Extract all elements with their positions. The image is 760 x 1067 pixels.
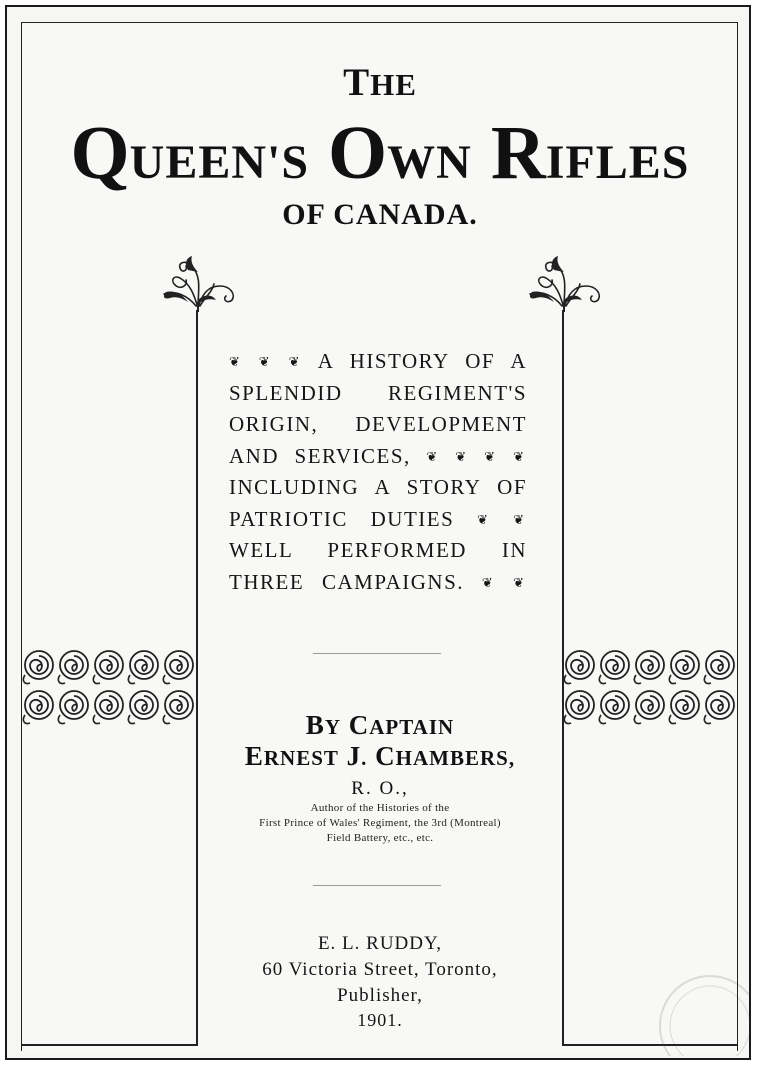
history-line: SPLENDID REGIMENT'S: [229, 380, 527, 405]
author-name-small-caps: .: [361, 746, 368, 770]
publication-year: 1901.: [357, 1010, 403, 1030]
author-name-initial: C: [375, 741, 396, 771]
history-line: PATRIOTIC DUTIES ❦ ❦: [229, 506, 527, 531]
history-line: AND SERVICES, ❦ ❦ ❦ ❦: [229, 443, 527, 468]
divider-rule: [313, 653, 441, 654]
author-by-line-initial: B: [305, 710, 325, 740]
book-title-small-caps: IFLES: [545, 136, 690, 189]
title-line-1-small-caps: HE: [370, 67, 417, 102]
author-by-line-initial: C: [348, 710, 370, 740]
book-title: [0, 110, 760, 206]
author-name: [0, 741, 760, 772]
book-title-initial: R: [490, 111, 546, 195]
author-by-line-small-caps: APTAIN: [369, 715, 455, 739]
divider-rule: [313, 885, 441, 886]
title-line-3: OF CANADA.: [282, 198, 478, 231]
book-title-initial: O: [328, 111, 388, 195]
author-title: R. O.,: [351, 778, 409, 799]
book-title-small-caps: WN: [387, 136, 472, 189]
title-line-1-initial: T: [343, 61, 371, 104]
fleuron-icon: ❦ ❦ ❦: [229, 354, 303, 369]
author-note-line: Author of the Histories of the: [310, 802, 450, 814]
history-line: INCLUDING A STORY OF: [229, 475, 527, 499]
author-by-line: [0, 710, 760, 741]
author-note-line: Field Battery, etc., etc.: [326, 832, 434, 844]
left-column-base: [21, 1044, 198, 1046]
history-line: ORIGIN, DEVELOPMENT: [229, 412, 527, 436]
history-line: WELL PERFORMED IN: [229, 538, 527, 562]
history-line: THREE CAMPAIGNS. ❦ ❦: [229, 569, 527, 594]
history-description: [229, 346, 527, 598]
acanthus-leaf-finial-icon: [524, 250, 606, 312]
publisher-name: E. L. RUDDY,: [317, 933, 443, 954]
author-name-initial: E: [244, 741, 264, 771]
book-title-small-caps: UEEN'S: [129, 136, 310, 189]
history-line: ❦ ❦ ❦ A HISTORY OF A: [229, 349, 528, 373]
title-line-1: [0, 60, 760, 105]
author-name-small-caps: HAMBERS,: [395, 746, 516, 770]
fleuron-icon: ❦ ❦ ❦ ❦: [426, 448, 527, 464]
fleuron-icon: ❦ ❦: [477, 511, 527, 527]
author-name-initial: J: [346, 741, 362, 771]
author-name-small-caps: RNEST: [263, 746, 339, 770]
publisher-role: Publisher,: [337, 985, 423, 1006]
publisher-address: 60 Victoria Street, Toronto,: [262, 959, 498, 980]
author-by-line-small-caps: Y: [324, 715, 341, 739]
book-title-initial: Q: [70, 111, 130, 195]
acanthus-leaf-finial-icon: [158, 250, 240, 312]
library-stamp-icon: [640, 960, 750, 1056]
fleuron-icon: ❦ ❦: [481, 574, 527, 590]
author-note-line: First Prince of Wales' Regiment, the 3rd (Montreal): [259, 817, 501, 829]
